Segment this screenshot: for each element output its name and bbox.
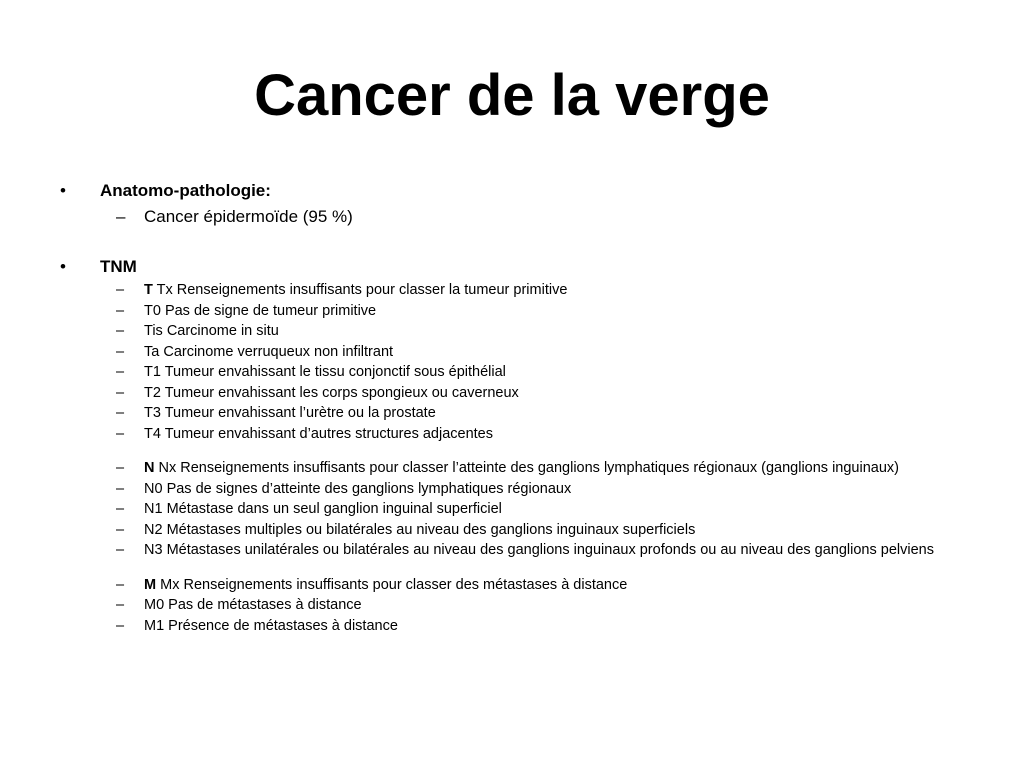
list-item: [60, 344, 960, 361]
list-item-text: T0 Pas de signe de tumeur primitive: [144, 302, 377, 319]
list-item: [60, 542, 960, 559]
list-item: [60, 364, 960, 381]
dash-icon: –: [116, 302, 125, 319]
dash-icon: –: [116, 323, 125, 339]
list-item-text: N1 Métastase dans un seul ganglion inguinal superficiel: [144, 501, 502, 517]
list-item-n-lead: [60, 460, 960, 477]
dash-icon: –: [116, 480, 125, 497]
list-item: [60, 385, 960, 402]
list-item-text: Cancer épidermoïde (95 %): [144, 207, 353, 226]
list-item: [60, 522, 960, 539]
dash-icon: –: [116, 542, 125, 558]
dash-icon: –: [116, 405, 125, 421]
list-item-text: N3 Métastases unilatérales ou bilatérales au niveau des ganglions inguinaux profonds ou au niveau des ganglions pelviens: [144, 542, 934, 558]
bullet-icon: •: [60, 257, 66, 276]
list-item-text: Ta Carcinome verruqueux non infiltrant: [144, 343, 394, 360]
list-item-text: N2 Métastases multiples ou bilatérales au niveau des ganglions inguinaux superficiels: [144, 521, 696, 538]
list-item-text: Nx Renseignements insuffisants pour classer l’atteinte des ganglions lymphatiques régionaux (ganglions inguinaux): [158, 460, 899, 476]
slide-title: Cancer de la verge: [254, 63, 770, 128]
list-item-m-lead: [60, 577, 960, 594]
list-item: [60, 323, 960, 340]
dash-icon: –: [116, 597, 125, 613]
dash-icon: –: [116, 501, 125, 517]
list-item: [60, 204, 960, 230]
list-item: [60, 618, 960, 635]
list-item-text: M0 Pas de métastases à distance: [144, 597, 362, 613]
m-letter: M: [144, 576, 157, 593]
list-item-text: Tis Carcinome in situ: [144, 323, 279, 339]
list-item-text: Tx Renseignements insuffisants pour classer la tumeur primitive: [156, 282, 568, 298]
dash-icon: –: [116, 576, 125, 593]
dash-icon: –: [116, 364, 125, 380]
list-item: [60, 597, 960, 614]
list-item-text: Mx Renseignements insuffisants pour classer des métastases à distance: [160, 576, 628, 593]
dash-icon: –: [116, 617, 125, 634]
dash-icon: –: [116, 343, 125, 360]
dash-icon: –: [116, 207, 126, 226]
dash-icon: –: [116, 521, 125, 538]
list-item-text: T1 Tumeur envahissant le tissu conjonctif sous épithélial: [144, 364, 506, 380]
bullet-anatomo-pathologie: [60, 178, 960, 204]
t-letter: T: [144, 282, 153, 298]
list-item-text: N0 Pas de signes d’atteinte des ganglions lymphatiques régionaux: [144, 480, 572, 497]
slide-content: [60, 178, 960, 638]
list-item: [60, 405, 960, 422]
n-letter: N: [144, 460, 155, 476]
list-item: [60, 501, 960, 518]
list-item: [60, 303, 960, 320]
list-item: [60, 481, 960, 498]
bullet-icon: •: [60, 181, 66, 200]
dash-icon: –: [116, 384, 125, 401]
bullet-tnm: [60, 254, 960, 280]
list-item-text: M1 Présence de métastases à distance: [144, 617, 398, 634]
dash-icon: –: [116, 460, 125, 476]
list-item-t-lead: [60, 282, 960, 299]
section-heading: Anatomo-pathologie:: [100, 181, 271, 200]
list-item: [60, 426, 960, 443]
dash-icon: –: [116, 425, 125, 442]
list-item-text: T2 Tumeur envahissant les corps spongieux ou caverneux: [144, 384, 519, 401]
list-item-text: T3 Tumeur envahissant l’urètre ou la prostate: [144, 405, 436, 421]
dash-icon: –: [116, 282, 125, 298]
list-item-text: T4 Tumeur envahissant d’autres structures adjacentes: [144, 425, 493, 442]
section-heading: TNM: [100, 257, 137, 276]
